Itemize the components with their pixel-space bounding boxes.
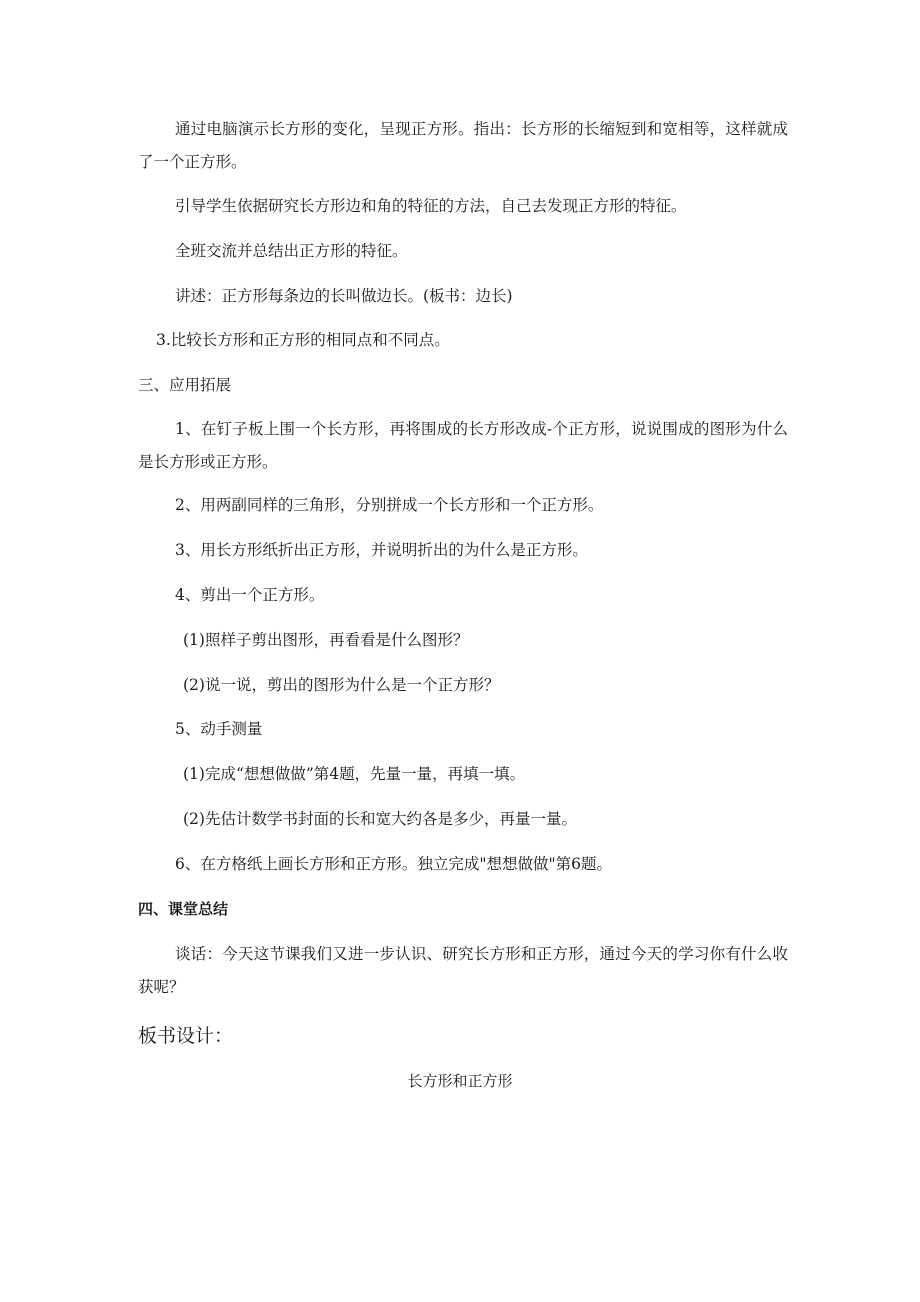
list-item-4: 4、剪出一个正方形。 (175, 586, 325, 604)
list-item-2: 2、用两副同样的三角形，分别拼成一个长方形和一个正方形。 (175, 496, 604, 514)
board-design-subtitle: 长方形和正方形 (407, 1072, 513, 1090)
paragraph-exchange: 全班交流并总结出正方形的特征。 (175, 242, 408, 260)
paragraph-summary: 谈话：今天这节课我们又进一步认识、研究长方形和正方形，通过今天的学习你有什么收获呢？ (138, 945, 788, 996)
list-item-1: 1、在钉子板上围一个长方形，再将围成的长方形改成-个正方形，说说围成的图形为什么是长方形或正方形。 (138, 420, 788, 471)
section-heading-summary: 四、课堂总结 (138, 900, 229, 918)
board-design-title: 板书设计： (138, 1025, 234, 1047)
list-item-6: 6、在方格纸上画长方形和正方形。独立完成"想想做做"第6题。 (175, 855, 612, 873)
paragraph-compare: 3.比较长方形和正方形的相同点和不同点。 (156, 331, 450, 349)
list-item-5: 5、动手测量 (175, 720, 263, 738)
paragraph-explain: 讲述：正方形每条边的长叫做边长。(板书：边长) (175, 287, 513, 305)
list-item-3: 3、用长方形纸折出正方形，并说明折出的为什么是正方形。 (175, 541, 588, 559)
list-item-5-1: (1)完成“想想做做”第4题，先量一量，再填一填。 (183, 765, 526, 783)
list-item-5-2: (2)先估计数学书封面的长和宽大约各是多少，再量一量。 (183, 810, 577, 828)
list-item-4-2: (2)说一说，剪出的图形为什么是一个正方形？ (183, 676, 500, 694)
paragraph-demo: 通过电脑演示长方形的变化，呈现正方形。指出：长方形的长缩短到和宽相等，这样就成了一个正方形。 (138, 120, 788, 171)
paragraph-guide: 引导学生依据研究长方形边和角的特征的方法，自己去发现正方形的特征。 (175, 197, 687, 215)
list-item-4-1: (1)照样子剪出图形，再看看是什么图形？ (183, 631, 469, 649)
section-heading-application: 三、应用拓展 (138, 376, 232, 394)
